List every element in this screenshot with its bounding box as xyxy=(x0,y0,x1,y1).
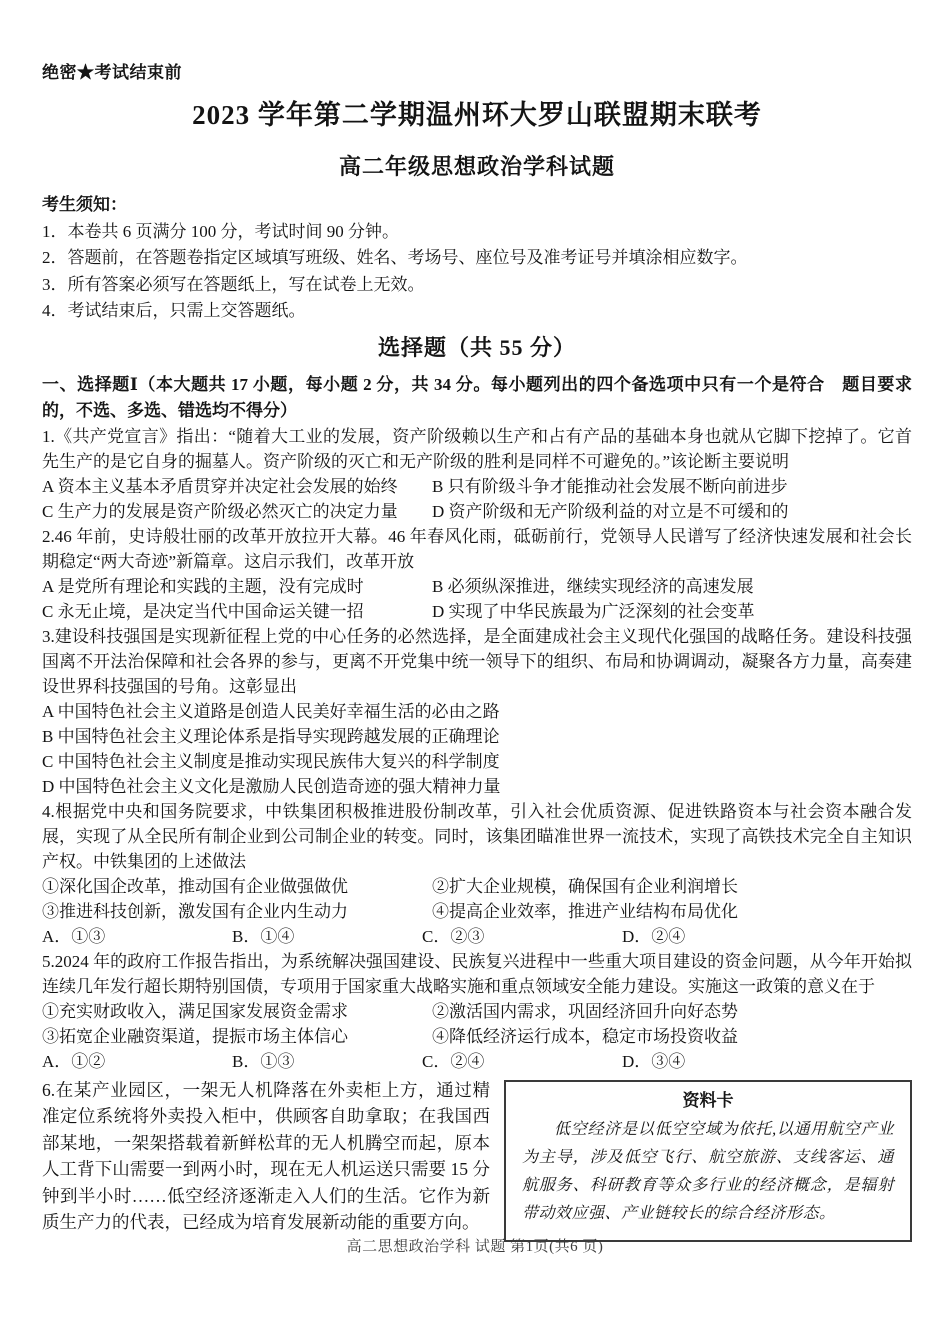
question-stem: 3.建设科技强国是实现新征程上党的中心任务的必然选择，是全面建成社会主义现代化强国的战略任务。建设科技强国离不开法治保障和社会各界的参与，更离不开党集中统一领导下的组织、布局和协调调动，凝聚各方力量，高奏建设世界科技强国的号角。这彰显出 xyxy=(42,626,912,696)
candidate-notice xyxy=(42,192,912,325)
question-stem: 5.2024 年的政府工作报告指出，为系统解决强国建设、民族复兴进程中一些重大项目建设的资金问题，从今年开始拟连续几年发行超长期特别国债，专项用于国家重大战略实施和重点领域安全能力建设。实施这一政策的意义在于 xyxy=(42,951,912,996)
question-6 xyxy=(42,1077,912,1242)
notice-item: 4．考试结束后，只需上交答题纸。 xyxy=(42,301,306,320)
notice-heading: 考生须知： xyxy=(42,195,127,214)
question-3 xyxy=(42,624,912,799)
page-footer: 高二思想政治学科 试题 第1页(共6 页) xyxy=(346,1239,604,1255)
question-1 xyxy=(42,424,912,524)
option-d: D 资产阶级和无产阶级利益的对立是不可缓和的 xyxy=(432,501,789,521)
option-a: A 中国特色社会主义道路是创造人民美好幸福生活的必由之路 xyxy=(42,701,500,721)
statement-4: ④降低经济运行成本，稳定市场投资收益 xyxy=(432,1026,738,1046)
statement-2: ②扩大企业规模，确保国有企业利润增长 xyxy=(432,876,738,896)
statement-1: ①充实财政收入，满足国家发展资金需求 xyxy=(42,1001,348,1021)
answer-choice-d: D．③④ xyxy=(622,1051,686,1071)
answer-choice-a: A．①③ xyxy=(42,926,106,946)
option-c: C 永无止境，是决定当代中国命运关键一招 xyxy=(42,601,364,621)
answer-choice-c: C．②④ xyxy=(422,1051,485,1071)
material-card-title: 资料卡 xyxy=(682,1090,734,1110)
statement-2: ②激活国内需求，巩固经济回升向好态势 xyxy=(432,1001,738,1021)
question-stem: 2.46 年前，史诗般壮丽的改革开放拉开大幕。46 年春风化雨，砥砺前行，党领导人民谱写了经济快速发展和社会长期稳定“两大奇迹”新篇章。这启示我们，改革开放 xyxy=(42,526,912,571)
option-c: C 中国特色社会主义制度是推动实现民族伟大复兴的科学制度 xyxy=(42,751,500,771)
notice-item: 3．所有答案必须写在答题纸上，写在试卷上无效。 xyxy=(42,274,425,294)
material-card-body: 低空经济是以低空空域为依托,以通用航空产业为主导，涉及低空飞行、航空旅游、支线客运、通航服务、科研教育等众多行业的经济概念，是辐射带动效应强、产业链较长的综合经济形态。 xyxy=(522,1120,894,1222)
question-4 xyxy=(42,799,912,949)
option-a: A 是党所有理论和实践的主题，没有完成时 xyxy=(42,576,364,596)
option-c: C 生产力的发展是资产阶级必然灭亡的决定力量 xyxy=(42,501,398,521)
statement-4: ④提高企业效率，推进产业结构布局优化 xyxy=(432,901,738,921)
notice-item: 2．答题前，在答题卷指定区域填写班级、姓名、考场号、座位号及准考证号并填涂相应数字。 xyxy=(42,248,748,267)
material-card xyxy=(504,1080,912,1242)
part1-instructions: 一、选择题Ⅰ（本大题共 17 小题，每小题 2 分，共 34 分。每小题列出的四个备选项中只有一个是符合 题目要求的，不选、多选、错选均不得分） xyxy=(42,374,912,420)
question-2 xyxy=(42,524,912,624)
option-d: D 实现了中华民族最为广泛深刻的社会变革 xyxy=(432,601,755,621)
statement-3: ③推进科技创新，激发国有企业内生动力 xyxy=(42,901,348,921)
answer-choice-b: B．①③ xyxy=(232,1051,295,1071)
exam-title: 2023 学年第二学期温州环大罗山联盟期末联考 xyxy=(192,100,762,130)
option-d: D 中国特色社会主义文化是激励人民创造奇迹的强大精神力量 xyxy=(42,776,501,796)
answer-choice-b: B．①④ xyxy=(232,926,295,946)
answer-choice-d: D．②④ xyxy=(622,926,686,946)
exam-subtitle: 高二年级思想政治学科试题 xyxy=(338,154,615,179)
question-stem: 6.在某产业园区，一架无人机降落在外卖柜上方，通过精准定位系统将外卖投入柜中，供顾客自助拿取；在我国西部某地，一架架搭载着新鲜松茸的无人机腾空而起，原本人工背下山需要一到两小时，现在无人机运送只需要 15 分钟到半小时……低空经济逐渐走入人们的生活。它作为新质生产力的代表，已经成为培育发展新动能的重要方向。 xyxy=(42,1079,490,1232)
statement-1: ①深化国企改革，推动国有企业做强做优 xyxy=(42,876,348,896)
security-marking: 绝密★考试结束前 xyxy=(42,63,182,82)
option-b: B 只有阶级斗争才能推动社会发展不断向前进步 xyxy=(432,476,788,496)
question-stem: 1.《共产党宣言》指出：“随着大工业的发展，资产阶级赖以生产和占有产品的基础本身也就从它脚下挖掉了。它首先生产的是它自身的掘墓人。资产阶级的灭亡和无产阶级的胜利是同样不可避免的。”该论断主要说明 xyxy=(42,426,912,471)
answer-choice-c: C．②③ xyxy=(422,926,485,946)
option-b: B 必须纵深推进，继续实现经济的高速发展 xyxy=(432,576,754,596)
notice-item: 1．本卷共 6 页满分 100 分，考试时间 90 分钟。 xyxy=(42,221,399,241)
option-b: B 中国特色社会主义理论体系是指导实现跨越发展的正确理论 xyxy=(42,726,500,746)
question-stem: 4.根据党中央和国务院要求，中铁集团积极推进股份制改革，引入社会优质资源、促进铁路资本与社会资本融合发展，实现了从全民所有制企业到公司制企业的转变。同时，该集团瞄准世界一流技术，实现了高铁技术完全自主知识产权。中铁集团的上述做法 xyxy=(42,801,912,871)
statement-3: ③拓宽企业融资渠道，提振市场主体信心 xyxy=(42,1026,348,1046)
question-5 xyxy=(42,949,912,1074)
section-title: 选择题（共 55 分） xyxy=(377,334,576,360)
answer-choice-a: A．①② xyxy=(42,1051,106,1071)
option-a: A 资本主义基本矛盾贯穿并决定社会发展的始终 xyxy=(42,476,398,496)
